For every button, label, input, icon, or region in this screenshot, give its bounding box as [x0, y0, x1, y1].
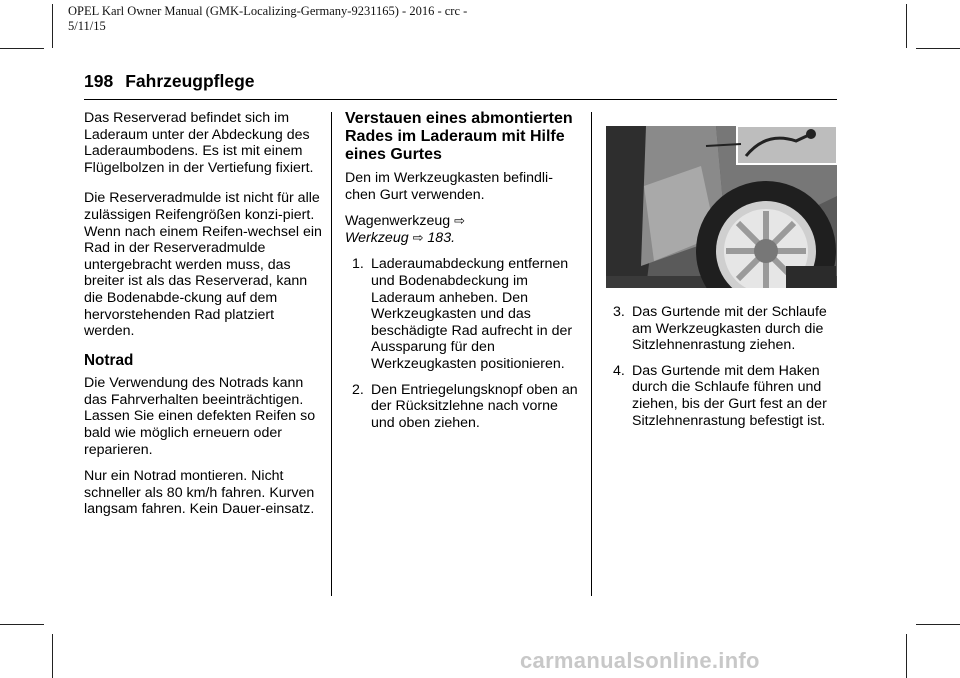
step-text: Das Gurtende mit der Schlaufe am Werkzeugkasten durch die Sitzlehnenrastung ziehen.	[632, 304, 827, 354]
reference-arrow-icon: ⇨	[454, 213, 466, 229]
column-divider	[591, 112, 592, 596]
list-item	[345, 382, 581, 432]
tool-reference	[345, 213, 581, 230]
column-1	[84, 110, 324, 528]
page-heading	[84, 71, 255, 92]
crop-mark	[916, 624, 960, 625]
page-reference[interactable]: Werkzeug ⇨ 183.	[345, 229, 456, 246]
header-line-2: 5/11/15	[68, 19, 106, 33]
step-number: 2.	[352, 381, 364, 398]
crop-mark	[906, 634, 907, 678]
page-title: Fahrzeugpflege	[125, 71, 255, 91]
reference-arrow-icon: ⇨	[412, 229, 424, 245]
step-text: Den Entriegelungsknopf oben an der Rücksitzlehne nach vorne und oben ziehen.	[371, 381, 578, 431]
document-header	[68, 4, 467, 34]
crop-mark	[0, 48, 44, 49]
step-number: 1.	[352, 256, 364, 273]
section-heading: Notrad	[84, 351, 134, 369]
paragraph: Nur ein Notrad montieren. Nicht schneller als 80 km/h fahren. Kurven langsam fahren. Kein Dauer-einsatz.	[84, 468, 315, 518]
step-number: 3.	[613, 304, 625, 320]
tool-label: Wagenwerkzeug	[345, 213, 451, 230]
paragraph: Die Reserveradmulde ist nicht für alle zulässigen Reifengrößen konzi-piert. Wenn nach einem Reifen-wechsel ein Rad in der Reserveradmulde untergebracht werden muss, das breiter ist als das Reserverad, kann die Bodenabde-ckung auf dem hervorstehenden Rad platziert werden.	[84, 190, 322, 340]
step-list	[606, 304, 840, 429]
reference-page: 183	[427, 229, 452, 246]
column-divider	[331, 112, 332, 596]
step-number: 4.	[613, 362, 625, 379]
step-list	[345, 256, 581, 431]
paragraph: Die Verwendung des Notrads kann das Fahrverhalten beeinträchtigen. Lassen Sie einen defekten Reifen so bald wie möglich erneuern oder reparieren.	[84, 375, 316, 458]
crop-mark	[52, 634, 53, 678]
crop-mark	[906, 4, 907, 48]
header-rule	[84, 99, 837, 100]
page-number: 198	[84, 71, 114, 91]
crop-mark	[52, 4, 53, 48]
paragraph: Das Reserverad befindet sich im Laderaum unter der Abdeckung des Laderaumbodens. Es ist mit einem Flügelbolzen in der Vertiefung fixiert.	[84, 110, 314, 176]
crop-mark	[0, 624, 44, 625]
watermark: carmanualsonline.info	[520, 648, 760, 673]
step-text: Das Gurtende mit dem Haken durch die Schlaufe führen und ziehen, bis der Gurt fest an der Sitzlehnenrastung befestigt ist.	[632, 362, 827, 429]
list-item	[606, 363, 840, 429]
section-heading: Verstauen eines abmontierten Rades im Laderaum mit Hilfe eines Gurtes	[345, 110, 573, 163]
illustration-svg	[606, 126, 837, 288]
reference-label: Werkzeug	[345, 229, 409, 246]
cargo-wheel-illustration	[606, 126, 837, 288]
list-item	[345, 256, 581, 372]
column-3	[606, 304, 840, 439]
header-line-1: OPEL Karl Owner Manual (GMK-Localizing-Germany-9231165) - 2016 - crc -	[68, 4, 468, 18]
column-2	[345, 110, 581, 441]
step-text: Laderaumabdeckung entfernen und Bodenabdeckung im Laderaum anheben. Den Werkzeugkasten und das beschädigte Rad aufrecht in der Aussparung für den Werkzeugkasten positionieren.	[371, 256, 573, 372]
paragraph: Den im Werkzeugkasten befindli-chen Gurt verwenden.	[345, 170, 553, 203]
list-item	[606, 304, 840, 354]
crop-mark	[916, 48, 960, 49]
